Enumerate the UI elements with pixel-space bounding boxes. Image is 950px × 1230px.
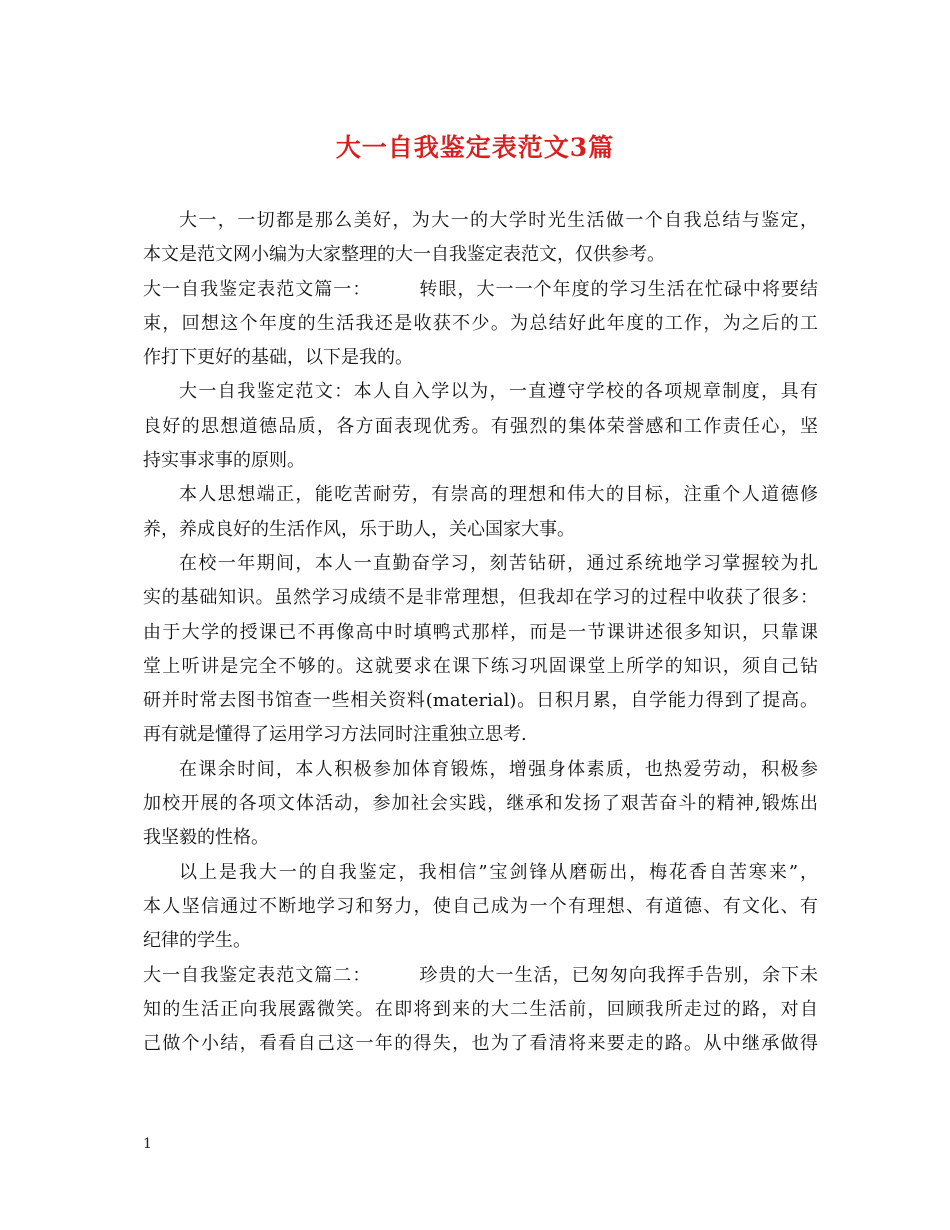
paragraph-line: 己做个小结，看看自己这一年的得失，也为了看清将来要走的路。从中继承做得 xyxy=(143,1033,818,1055)
page-number: 1 xyxy=(143,1136,152,1152)
paragraph-line: 加校开展的各项文体活动，参加社会实践，继承和发扬了艰苦奋斗的精神,锻炼出 xyxy=(143,793,818,815)
paragraph-line: 我坚毅的性格。 xyxy=(143,827,269,849)
paragraph-line: 研并时常去图书馆查一些相关资料(material)。日积月累，自学能力得到了提高。 xyxy=(143,690,818,712)
paragraph-line: 束，回想这个年度的生活我还是收获不少。为总结好此年度的工作，为之后的工 xyxy=(143,312,818,334)
paragraph-line: 作打下更好的基础，以下是我的。 xyxy=(143,347,413,369)
paragraph-line: 堂上听讲是完全不够的。这就要求在课下练习巩固课堂上所学的知识，须自己钻 xyxy=(143,655,818,677)
paragraph-line: 养，养成良好的生活作风，乐于助人，关心国家大事。 xyxy=(143,518,575,540)
paragraph-line: 本文是范文网小编为大家整理的大一自我鉴定表范文，仅供参考。 xyxy=(143,244,665,266)
paragraph-line: 在课余时间，本人积极参加体育锻炼，增强身体素质，也热爱劳动，积极参 xyxy=(179,758,818,780)
paragraph-line: 大一，一切都是那么美好，为大一的大学时光生活做一个自我总结与鉴定， xyxy=(179,210,818,231)
paragraph-line: 再有就是懂得了运用学习方法同时注重独立思考. xyxy=(143,724,527,746)
paragraph-line: 以上是我大一的自我鉴定，我相信”宝剑锋从磨砺出，梅花香自苦寒来”， xyxy=(179,861,818,883)
paragraph-line: 良好的思想道德品质，各方面表现优秀。有强烈的集体荣誉感和工作责任心，坚 xyxy=(143,415,818,437)
paragraph-line: 知的生活正向我展露微笑。在即将到来的大二生活前，回顾我所走过的路，对自 xyxy=(143,998,818,1020)
section-heading-line: 大一自我鉴定表范文篇二： 珍贵的大一生活，已匆匆向我挥手告别，余下未 xyxy=(143,964,818,986)
document-title: 大一自我鉴定表范文3篇 xyxy=(335,133,615,162)
paragraph-line: 纪律的学生。 xyxy=(143,930,251,952)
section-heading-line: 大一自我鉴定表范文篇一： 转眼，大一一个年度的学习生活在忙碌中将要结 xyxy=(143,278,818,300)
paragraph-line: 实的基础知识。虽然学习成绩不是非常理想，但我却在学习的过程中收获了很多： xyxy=(143,587,818,609)
paragraph-line: 本人思想端正，能吃苦耐劳，有崇高的理想和伟大的目标，注重个人道德修 xyxy=(179,484,818,506)
paragraph-line: 由于大学的授课已不再像高中时填鸭式那样，而是一节课讲述很多知识，只靠课 xyxy=(143,621,818,643)
paragraph-line: 本人坚信通过不断地学习和努力，使自己成为一个有理想、有道德、有文化、有 xyxy=(143,895,818,917)
paragraph-line: 持实事求事的原则。 xyxy=(143,450,305,472)
paragraph-line: 大一自我鉴定范文：本人自入学以为，一直遵守学校的各项规章制度，具有 xyxy=(179,381,818,403)
paragraph-line: 在校一年期间，本人一直勤奋学习，刻苦钻研，通过系统地学习掌握较为扎 xyxy=(179,552,818,574)
document-body xyxy=(143,204,818,1061)
